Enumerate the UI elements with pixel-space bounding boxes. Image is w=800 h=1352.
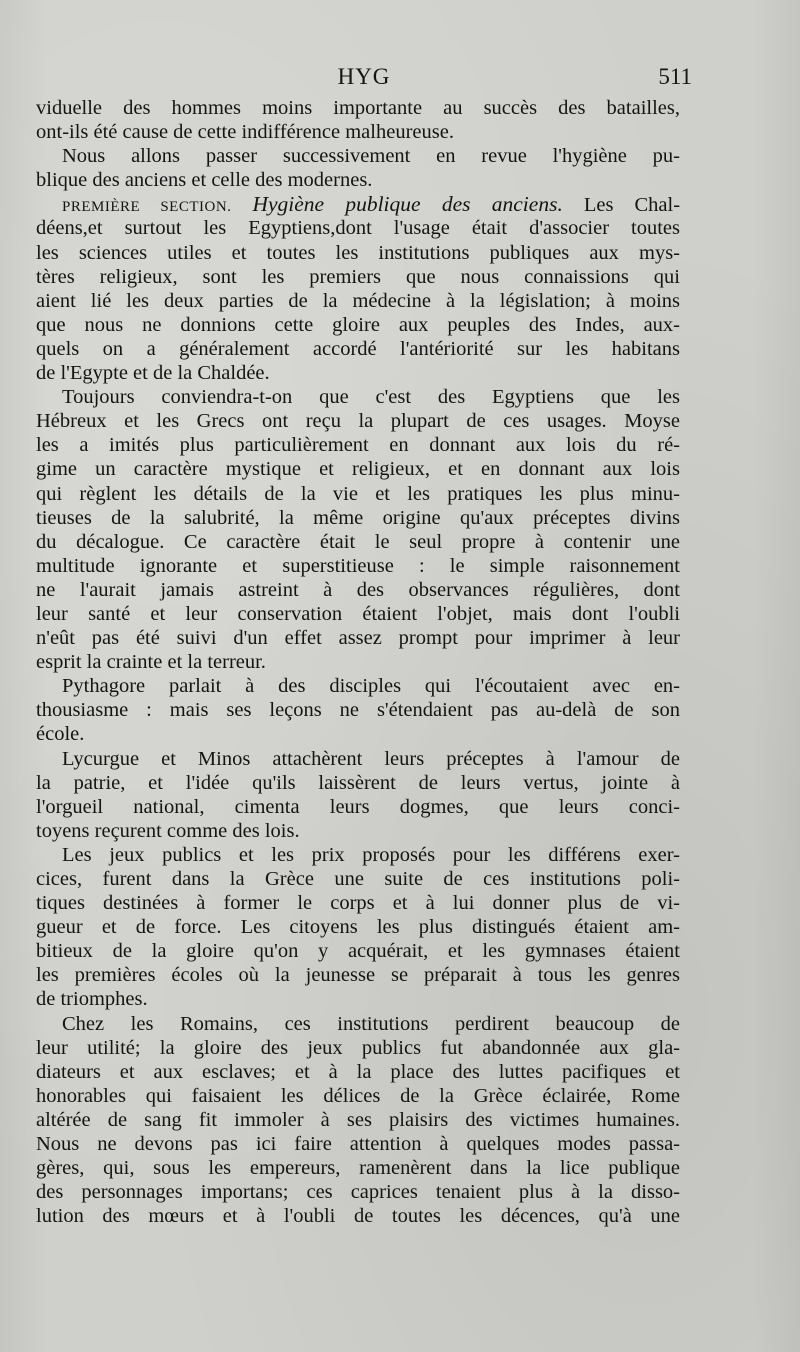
text-line: les sciences utiles et toutes les institutions publiques aux mys-: [36, 241, 680, 264]
text-line: de triomphes.: [36, 988, 148, 1011]
text-line: tieuses de la salubrité, la même origine qu'aux préceptes divins: [36, 506, 680, 529]
text-line: esprit la crainte et la terreur.: [36, 651, 266, 674]
text-fragment: Les Chal-: [583, 194, 680, 217]
running-head: [36, 62, 692, 96]
text-line: gime un caractère mystique et religieux, et en donnant aux lois: [36, 458, 680, 481]
text-line: gères, qui, sous les empereurs, ramenèrent dans la lice publique: [36, 1157, 680, 1180]
text-line: Les jeux publics et les prix proposés pour les différens exer-: [62, 843, 680, 866]
text-line: l'orgueil national, cimenta leurs dogmes, que leurs conci-: [36, 795, 680, 818]
text-line: Nous allons passer successivement en revue l'hygiène pu-: [62, 145, 680, 168]
text-line: tères religieux, sont les premiers que nous connaissions qui: [36, 265, 680, 288]
text-line: Chez les Romains, ces institutions perdirent beaucoup de: [62, 1012, 680, 1035]
text-line: leur utilité; la gloire des jeux publics fut abandonnée aux gla-: [36, 1036, 680, 1059]
text-line: les premières écoles où la jeunesse se préparait à tous les genres: [36, 964, 680, 987]
text-line: multitude ignorante et superstitieuse : le simple raisonnement: [36, 554, 680, 577]
text-line: thousiasme : mais ses leçons ne s'étendaient pas au-delà de son: [36, 699, 680, 722]
text-line: Pythagore parlait à des disciples qui l'écoutaient avec en-: [62, 675, 680, 698]
text-line: n'eût pas été suivi d'un effet assez prompt pour imprimer à leur: [36, 627, 680, 650]
text-line: lution des mœurs et à l'oubli de toutes les décences, qu'à une: [36, 1205, 680, 1228]
text-line: déens,et surtout les Egyptiens,dont l'usage était d'associer toutes: [36, 217, 680, 240]
text-line: quels on a généralement accordé l'antériorité sur les habitans: [36, 337, 680, 360]
section-title: Hygiène publique des anciens.: [252, 192, 563, 217]
text-line: cices, furent dans la Grèce une suite de ces institutions poli-: [36, 868, 680, 890]
text-line: blique des anciens et celle des modernes.: [36, 169, 373, 192]
section-label: PREMIÈRE SECTION.: [62, 199, 232, 216]
text-line: tiques destinées à former le corps et à lui donner plus de vi-: [36, 892, 680, 915]
section-heading-line: [36, 192, 680, 216]
text-line: toyens reçurent comme des lois.: [36, 819, 300, 842]
text-line: diateurs et aux esclaves; et à la place des luttes pacifiques et: [36, 1060, 680, 1083]
running-title: HYG: [337, 64, 391, 89]
text-line: aient lié les deux parties de la médecine à la législation; à moins: [36, 289, 680, 312]
text-line: du décalogue. Ce caractère était le seul propre à contenir une: [36, 530, 680, 553]
text-line: viduelle des hommes moins importante au succès des batailles,: [36, 97, 680, 119]
text-line: la patrie, et l'idée qu'ils laissèrent de leurs vertus, jointe à: [36, 771, 680, 794]
text-line: que nous ne donnions cette gloire aux peuples des Indes, aux-: [36, 313, 680, 336]
text-line: leur santé et leur conservation étaient l'objet, mais dont l'oubli: [36, 602, 680, 625]
text-line: Lycurgue et Minos attachèrent leurs préceptes à l'amour de: [62, 747, 680, 770]
text-line: ne l'aurait jamais astreint à des observances régulières, dont: [36, 578, 680, 601]
text-line: ont-ils été cause de cette indifférence malheureuse.: [36, 121, 454, 144]
text-line: Nous ne devons pas ici faire attention à quelques modes passa-: [36, 1133, 680, 1156]
page-number: 511: [658, 64, 692, 89]
text-line: Toujours conviendra-t-on que c'est des Egyptiens que les: [62, 386, 680, 409]
text-line: de l'Egypte et de la Chaldée.: [36, 362, 270, 385]
text-line: les a imités plus particulièrement en donnant aux lois du ré-: [36, 434, 680, 457]
text-line: des personnages importans; ces caprices tenaient plus à la disso-: [36, 1181, 680, 1204]
text-line: Hébreux et les Grecs ont reçu la plupart de ces usages. Moyse: [36, 410, 680, 433]
text-line: altérée de sang fit immoler à ses plaisirs des victimes humaines.: [36, 1108, 680, 1131]
text-line: qui règlent les détails de la vie et les pratiques les plus minu-: [36, 482, 680, 505]
text-line: bitieux de la gloire qu'on y acquérait, et les gymnases étaient: [36, 940, 680, 963]
text-line: honorables qui faisaient les délices de la Grèce éclairée, Rome: [36, 1084, 680, 1107]
body-text: [36, 96, 680, 1228]
text-line: école.: [36, 723, 85, 746]
text-line: gueur et de force. Les citoyens les plus distingués étaient am-: [36, 916, 680, 939]
